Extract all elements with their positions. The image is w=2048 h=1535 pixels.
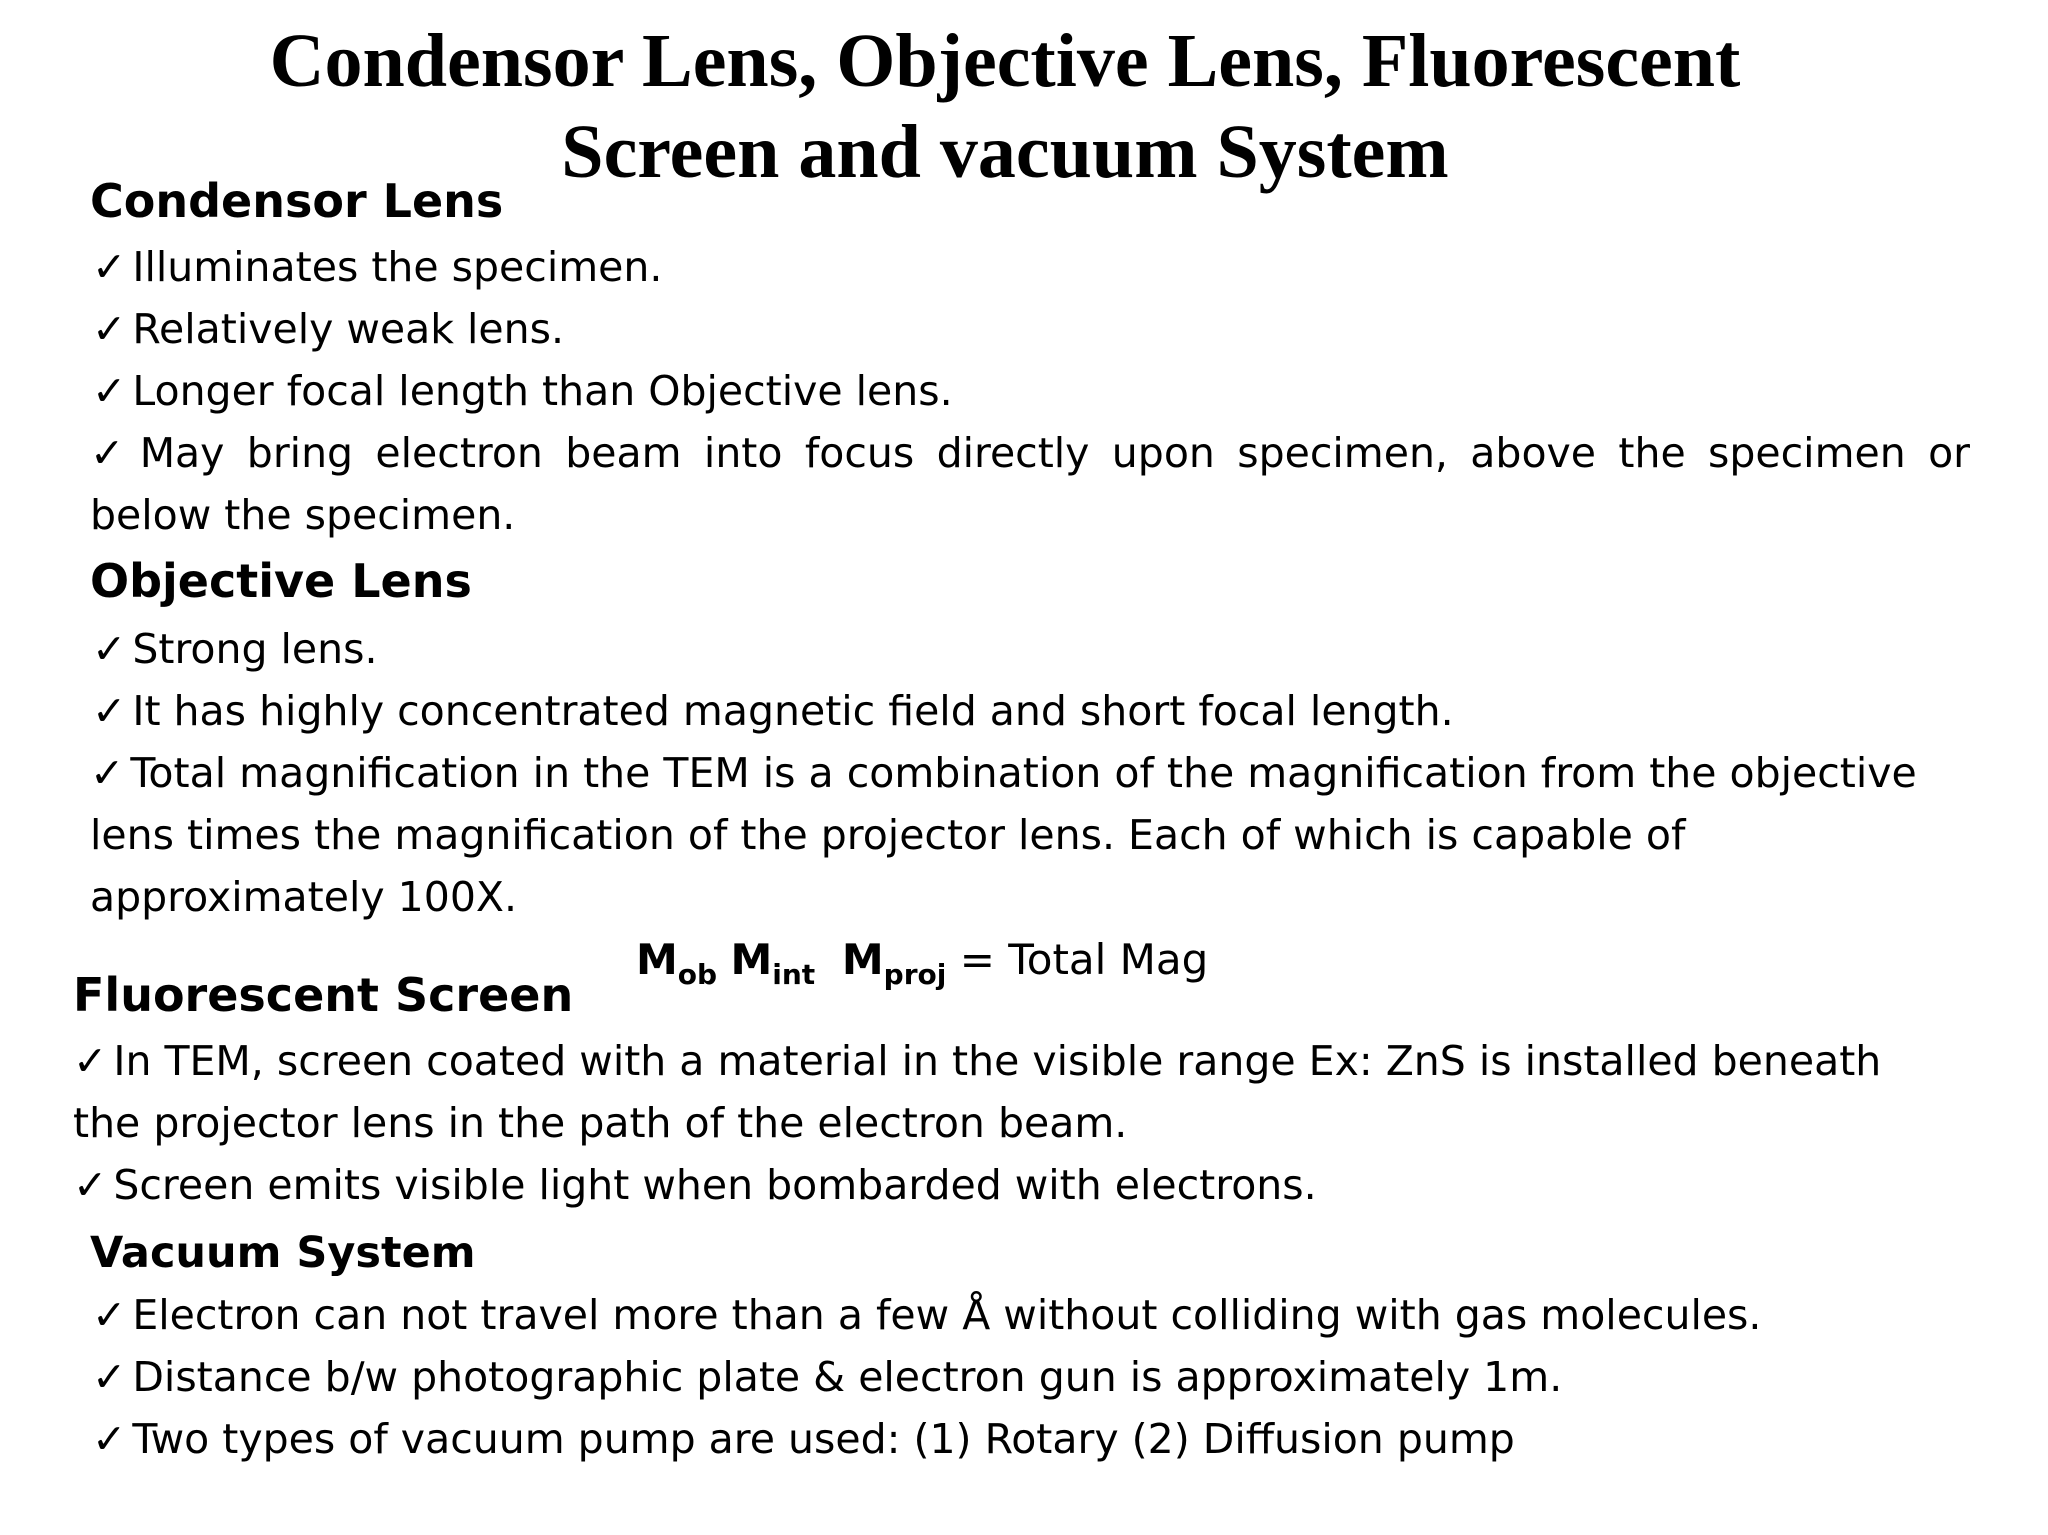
vacuum-bullet-3: ✓ Two types of vacuum pump are used: (1) Rotary (2) Diffusion pump [92,1415,1515,1463]
fluorescent-bullet-1: ✓ In TEM, screen coated with a material in the visible range Ex: ZnS is installed beneath the projector lens in the path of the electron beam. [73,1037,1882,1147]
check-icon: ✓ [92,1415,127,1463]
condensor-bullet-4: ✓ May bring electron beam into focus directly upon specimen, above the specimen or below the specimen. [90,429,1971,539]
vacuum-heading: Vacuum System [90,1228,476,1278]
check-icon: ✓ [92,367,127,415]
check-icon: ✓ [73,1037,108,1085]
check-icon: ✓ [92,305,127,353]
check-icon: ✓ [92,625,127,673]
title-line-2: Screen and vacuum System [561,110,1449,194]
check-icon: ✓ [73,1161,108,1209]
vacuum-bullet-1: ✓ Electron can not travel more than a few Å without colliding with gas molecules. [92,1291,1762,1339]
objective-bullet-1: ✓ Strong lens. [92,625,378,673]
check-icon: ✓ [90,749,125,797]
check-icon: ✓ [92,1291,127,1339]
title-line-1: Condensor Lens, Objective Lens, Fluorescent [269,19,1741,103]
check-icon: ✓ [92,1353,127,1401]
objective-bullet-3: ✓ Total magnification in the TEM is a combination of the magnification from the objective lens times the magnification of the projector lens. Each of which is capable of approximately 100X. [90,749,1917,921]
check-icon: ✓ [92,687,127,735]
condensor-bullet-3: ✓ Longer focal length than Objective lens. [92,367,953,415]
fluorescent-bullet-2: ✓ Screen emits visible light when bombarded with electrons. [73,1161,1317,1209]
check-icon: ✓ [90,429,134,477]
condensor-bullet-1: ✓ Illuminates the specimen. [92,243,663,291]
condensor-heading: Condensor Lens [90,174,504,228]
check-icon: ✓ [92,243,127,291]
objective-bullet-2: ✓ It has highly concentrated magnetic field and short focal length. [92,687,1454,735]
condensor-bullet-2: ✓ Relatively weak lens. [92,305,565,353]
fluorescent-heading: Fluorescent Screen [73,968,574,1022]
objective-heading: Objective Lens [90,554,472,608]
vacuum-bullet-2: ✓ Distance b/w photographic plate & electron gun is approximately 1m. [92,1353,1563,1401]
magnification-formula: $M_{ob}$ $M_{int}$ $M_{proj}$ = Total Mag [636,935,1209,991]
